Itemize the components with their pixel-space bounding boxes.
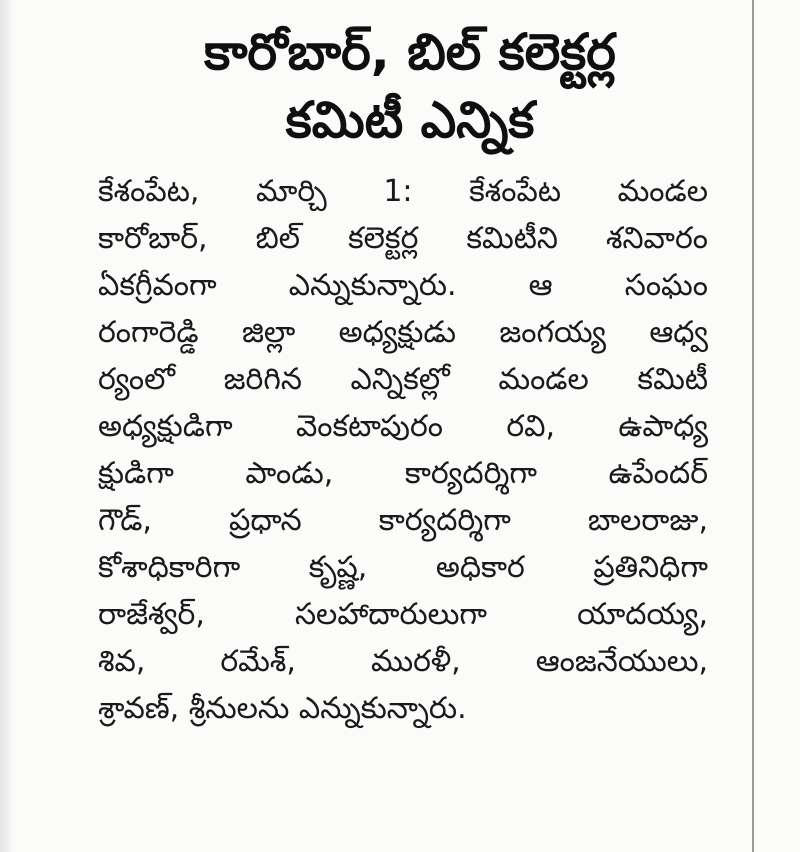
body-line-8: గౌడ్, ప్రధాన కార్యదర్శిగా బాలరాజు,: [98, 503, 708, 538]
body-line-4: రంగారెడ్డి జిల్లా అధ్యక్షుడు జంగయ్య ఆధ్వ: [98, 315, 708, 350]
article-body: [98, 168, 708, 732]
column-divider: [752, 0, 754, 852]
page-edge-shadow: [0, 0, 12, 852]
headline: [90, 18, 730, 154]
body-line-10: రాజేశ్వర్, సలహాదారులుగా యాదయ్య,: [98, 597, 708, 632]
body-line-9: కోశాధికారిగా కృష్ణ, అధికార ప్రతినిధిగా: [98, 550, 708, 585]
body-line-7: క్షుడిగా పాండు, కార్యదర్శిగా ఉపేందర్: [98, 456, 708, 491]
body-line-6: అధ్యక్షుడిగా వెంకటాపురం రవి, ఉపాధ్య: [98, 409, 708, 444]
body-line-2: కారోబార్, బిల్ కలెక్టర్ల కమిటీని శనివారం: [98, 221, 708, 256]
body-line-11: శివ, రమేశ్, మురళీ, ఆంజనేయులు,: [98, 644, 708, 679]
body-line-1: కేశంపేట, మార్చి 1: కేశంపేట మండల: [98, 174, 708, 209]
body-line-5: ర్యంలో జరిగిన ఎన్నికల్లో మండల కమిటీ: [98, 362, 708, 397]
headline-line-2: కమిటీ ఎన్నిక: [285, 91, 535, 149]
body-line-12: శ్రావణ్, శ్రీనులను ఎన్నుకున్నారు.: [98, 691, 467, 726]
body-line-3: ఏకగ్రీవంగా ఎన్నుకున్నారు. ఆ సంఘం: [98, 268, 708, 303]
headline-line-1: కారోబార్, బిల్ కలెక్టర్ల: [204, 23, 616, 81]
